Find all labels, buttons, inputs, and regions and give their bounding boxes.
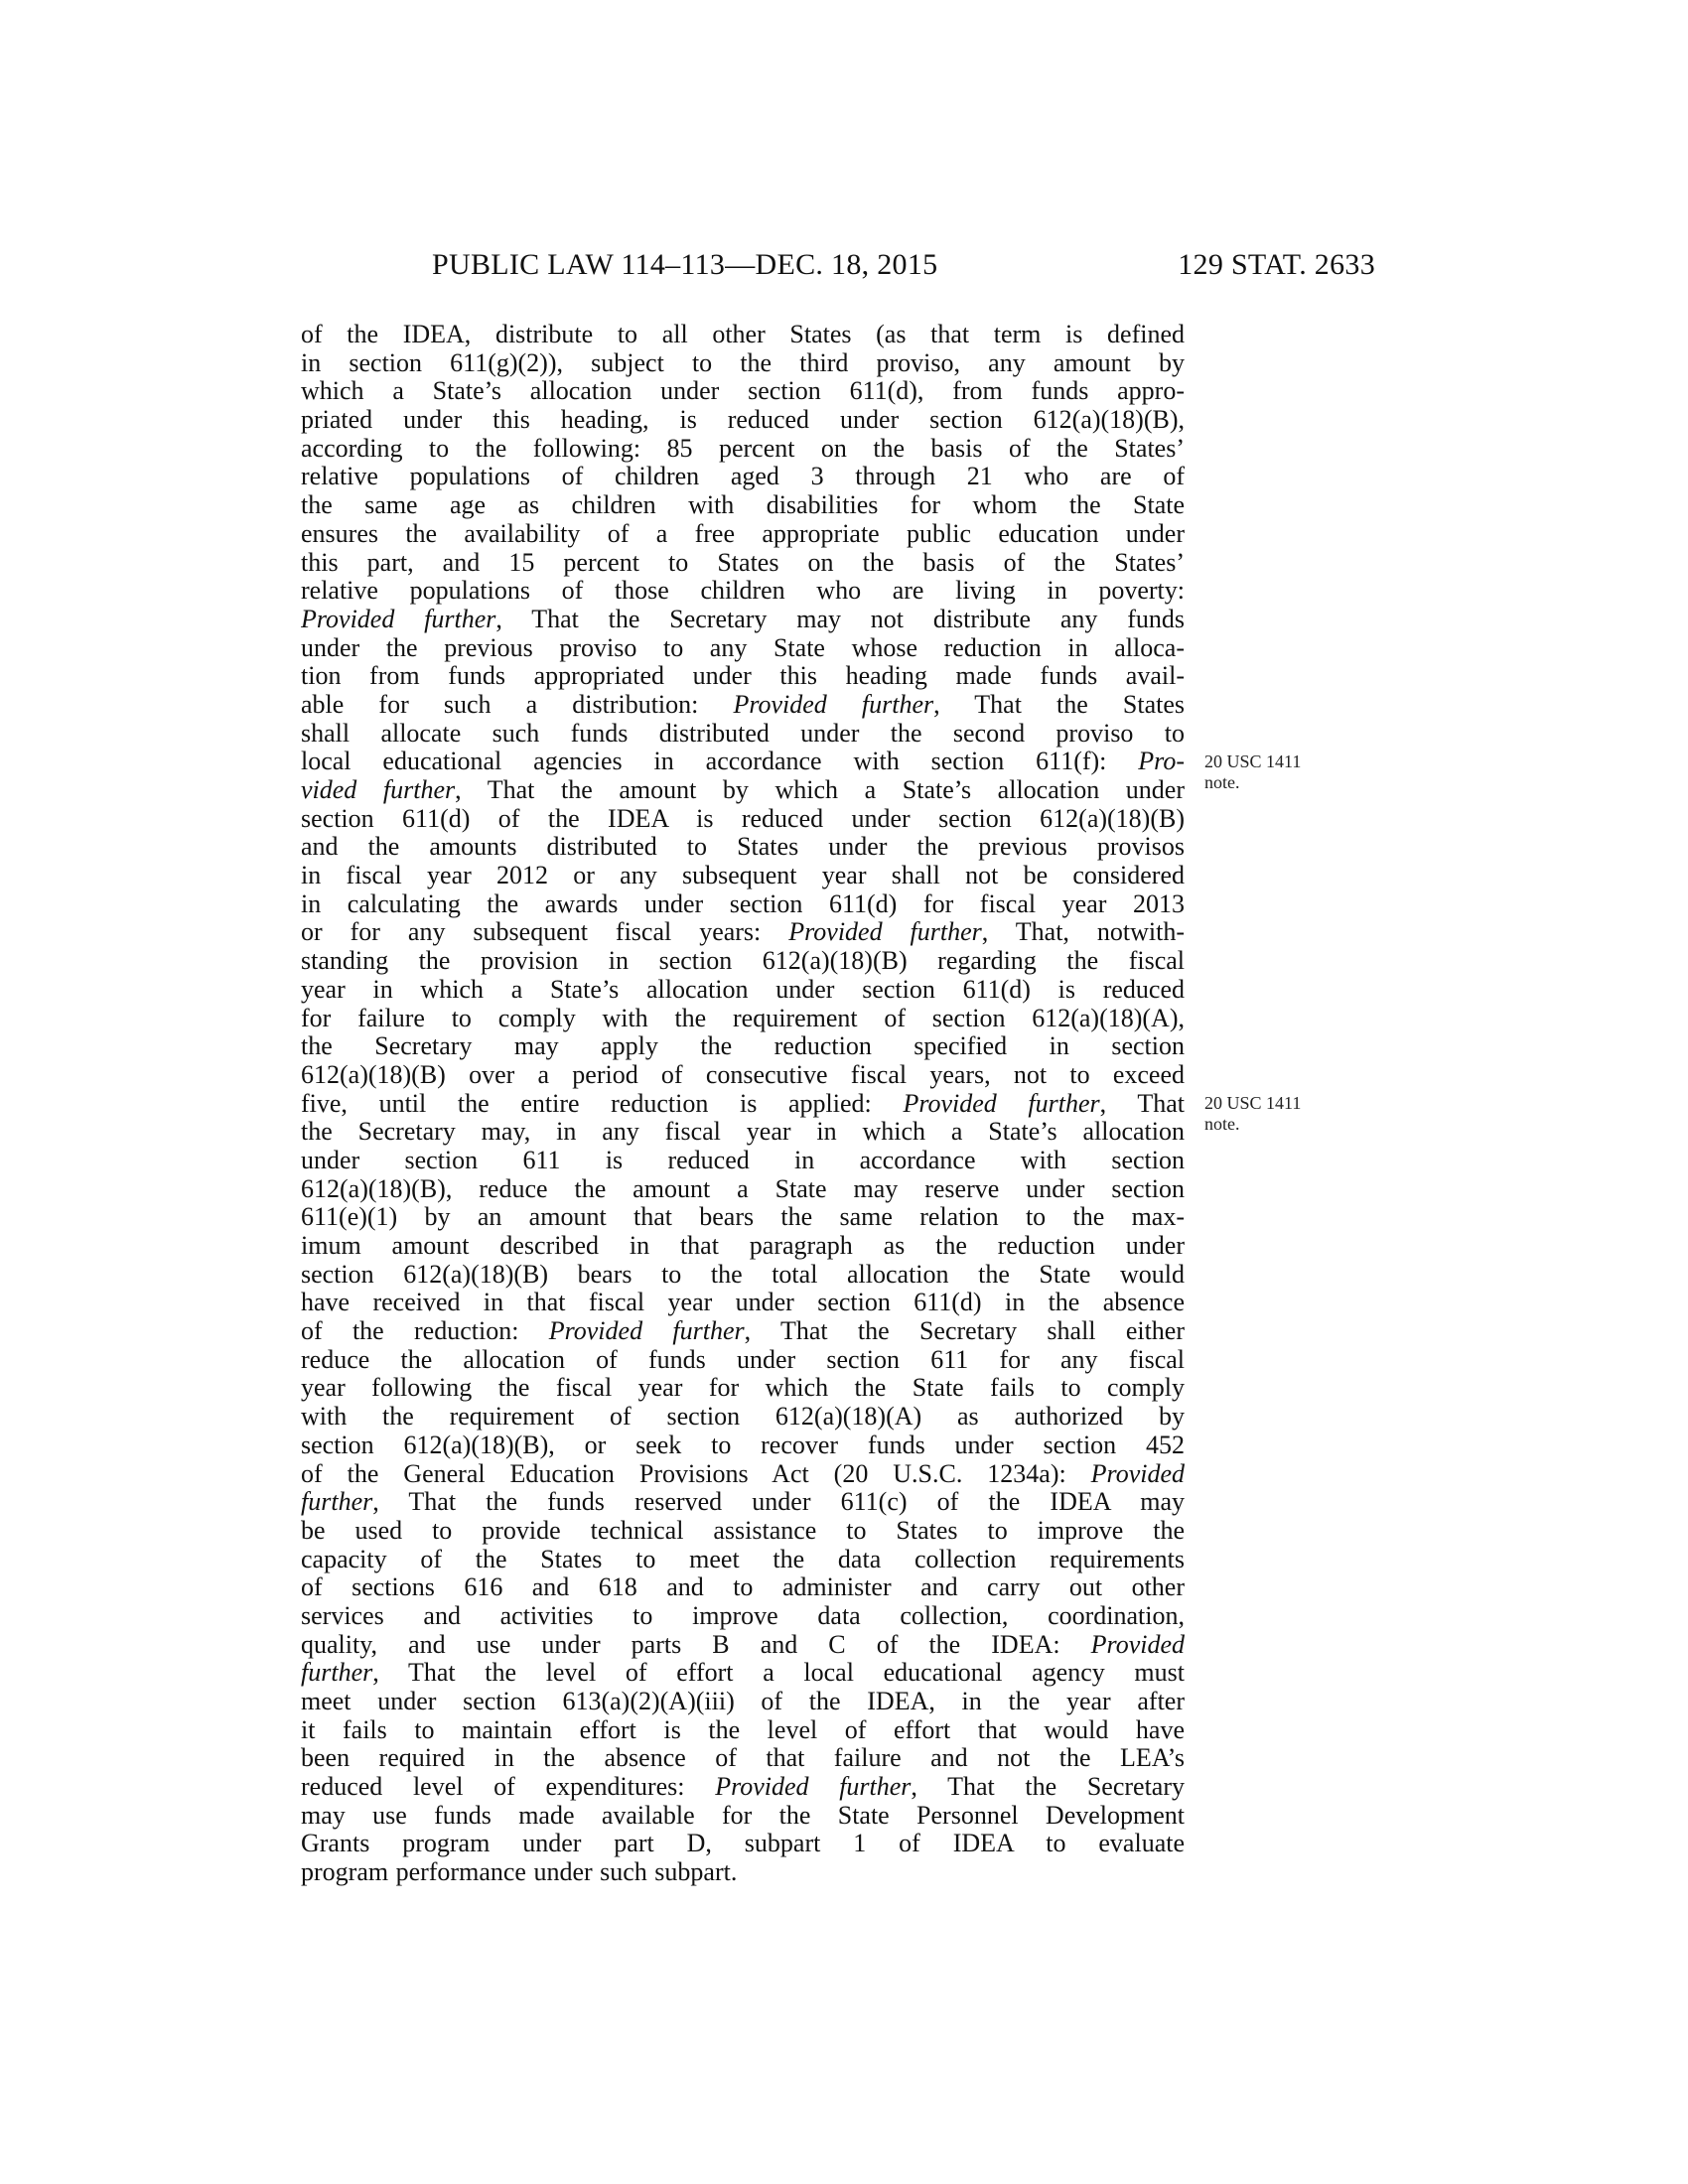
line-text: quality, and use under parts B and C of the IDEA: <box>301 1630 1091 1659</box>
italic-proviso-text: vided further <box>301 776 456 804</box>
text-line <box>301 520 1185 549</box>
statute-body-text <box>301 321 1185 1887</box>
line-text: under section 611 is reduced in accordance with section <box>301 1146 1185 1174</box>
text-line <box>301 1830 1185 1858</box>
text-line <box>301 1203 1185 1232</box>
line-text: it fails to maintain effort is the level of effort that would have <box>301 1715 1185 1744</box>
line-text: 612(a)(18)(B) over a period of consecutive fiscal years, not to exceed <box>301 1060 1185 1089</box>
line-text: of the IDEA, distribute to all other States (as that term is defined <box>301 321 1185 348</box>
text-line <box>301 1147 1185 1175</box>
text-line <box>301 1432 1185 1460</box>
text-line <box>301 634 1185 663</box>
margin-note-label: note. <box>1204 772 1240 792</box>
line-text: , That the funds reserved under 611(c) of the IDEA may <box>372 1488 1185 1517</box>
line-text: able for such a distribution: <box>301 690 734 719</box>
text-line <box>301 890 1185 919</box>
line-text: , That the Secretary may not distribute any funds <box>495 605 1185 633</box>
line-text: meet under section 613(a)(2)(A)(iii) of the IDEA, in the year after <box>301 1688 1185 1715</box>
text-line <box>301 947 1185 976</box>
line-text: section 612(a)(18)(B), or seek to recover funds under section 452 <box>301 1431 1185 1459</box>
margin-note-usc <box>1204 1093 1343 1135</box>
line-text: capacity of the States to meet the data collection requirements <box>301 1545 1185 1573</box>
line-text: imum amount described in that paragraph as the reduction under <box>301 1232 1185 1260</box>
text-line <box>301 1858 1185 1887</box>
text-line <box>301 1517 1185 1546</box>
italic-proviso-text: further <box>301 1659 373 1688</box>
line-text: program performance under such subpart. <box>301 1858 738 1887</box>
line-text: priated under this heading, is reduced under section 612(a)(18)(B), <box>301 406 1185 435</box>
text-line <box>301 748 1185 776</box>
text-line <box>301 1032 1185 1061</box>
text-line <box>301 1546 1185 1574</box>
text-line <box>301 1232 1185 1261</box>
text-line <box>301 1090 1185 1119</box>
text-line <box>301 1631 1185 1660</box>
line-text: in section 611(g)(2)), subject to the third proviso, any amount by <box>301 348 1185 377</box>
page-header-title: PUBLIC LAW 114–113—DEC. 18, 2015 <box>432 248 938 281</box>
line-text: services and activities to improve data collection, coordination, <box>301 1601 1185 1630</box>
text-line <box>301 1688 1185 1716</box>
italic-proviso-text: Pro- <box>1138 748 1185 776</box>
margin-note-citation: 20 USC 1411 <box>1204 751 1302 771</box>
line-text: the Secretary may apply the reduction specified in section <box>301 1032 1185 1061</box>
line-text: with the requirement of section 612(a)(18)(A) as authorized by <box>301 1403 1185 1432</box>
line-text: in calculating the awards under section 611(d) for fiscal year 2013 <box>301 889 1185 918</box>
text-line <box>301 1573 1185 1602</box>
line-text: 612(a)(18)(B), reduce the amount a State may reserve under section <box>301 1174 1185 1203</box>
text-line <box>301 1460 1185 1489</box>
line-text: , That the States <box>933 690 1185 719</box>
italic-proviso-text: Provided further <box>548 1317 745 1346</box>
line-text: have received in that fiscal year under section 611(d) in the absence <box>301 1289 1185 1317</box>
line-text: according to the following: 85 percent on the basis of the States’ <box>301 434 1185 463</box>
text-line <box>301 606 1185 634</box>
line-text: local educational agencies in accordance with section 611(f): <box>301 748 1139 776</box>
line-text: which a State’s allocation under section 611(d), from funds appro- <box>301 377 1185 406</box>
italic-proviso-text: Provided further <box>788 918 982 947</box>
line-text: relative populations of those children who are living in poverty: <box>301 577 1185 606</box>
line-text: of the General Education Provisions Act (20 U.S.C. 1234a): <box>301 1459 1091 1488</box>
text-line <box>301 1005 1185 1033</box>
text-line <box>301 1744 1185 1773</box>
text-line <box>301 1488 1185 1517</box>
line-text: reduced level of expenditures: <box>301 1773 716 1802</box>
text-line <box>301 1802 1185 1831</box>
line-text: been required in the absence of that failure and not the LEA’s <box>301 1744 1185 1773</box>
text-line <box>301 833 1185 862</box>
line-text: of sections 616 and 618 and to administer and carry out other <box>301 1573 1185 1602</box>
page-number: 129 STAT. 2633 <box>1178 248 1375 281</box>
text-line <box>301 463 1185 491</box>
text-line <box>301 549 1185 578</box>
italic-proviso-text: Provided further <box>903 1089 1100 1118</box>
line-text: Grants program under part D, subpart 1 of IDEA to evaluate <box>301 1830 1185 1858</box>
text-line <box>301 1261 1185 1290</box>
margin-note-usc <box>1204 751 1343 793</box>
italic-proviso-text: Provided further <box>733 690 934 719</box>
text-line <box>301 1118 1185 1147</box>
text-line <box>301 1716 1185 1745</box>
line-text: section 612(a)(18)(B) bears to the total allocation the State would <box>301 1260 1185 1289</box>
line-text: reduce the allocation of funds under section 611 for any fiscal <box>301 1345 1185 1374</box>
line-text: section 611(d) of the IDEA is reduced under section 612(a)(18)(B) <box>301 804 1185 833</box>
line-text: may use funds made available for the State Personnel Development <box>301 1801 1185 1830</box>
line-text: under the previous proviso to any State whose reduction in alloca- <box>301 633 1185 662</box>
text-line <box>301 435 1185 464</box>
line-text: and the amounts distributed to States under the previous provisos <box>301 833 1185 862</box>
line-text: tion from funds appropriated under this heading made funds avail- <box>301 662 1185 691</box>
text-line <box>301 491 1185 520</box>
line-text: of the reduction: <box>301 1317 549 1346</box>
text-line <box>301 662 1185 691</box>
text-line <box>301 406 1185 435</box>
text-line <box>301 1317 1185 1346</box>
text-line <box>301 1403 1185 1432</box>
line-text: , That <box>1099 1089 1185 1118</box>
text-line <box>301 918 1185 947</box>
line-text: standing the provision in section 612(a)(18)(B) regarding the fiscal <box>301 947 1185 976</box>
italic-proviso-text: Provided further <box>301 605 496 633</box>
line-text: or for any subsequent fiscal years: <box>301 918 789 947</box>
line-text: in fiscal year 2012 or any subsequent year shall not be considered <box>301 862 1185 890</box>
line-text: the Secretary may, in any fiscal year in which a State’s allocation <box>301 1118 1185 1147</box>
text-line <box>301 1289 1185 1317</box>
italic-proviso-text: Provided <box>1090 1630 1185 1659</box>
text-line <box>301 577 1185 606</box>
text-line <box>301 776 1185 805</box>
text-line <box>301 976 1185 1005</box>
text-line <box>301 1175 1185 1204</box>
text-line <box>301 321 1185 349</box>
text-line <box>301 1061 1185 1090</box>
text-line <box>301 377 1185 406</box>
line-text: ensures the availability of a free appropriate public education under <box>301 519 1185 548</box>
text-line <box>301 1346 1185 1375</box>
italic-proviso-text: Provided further <box>715 1773 912 1802</box>
text-line <box>301 691 1185 720</box>
text-line <box>301 862 1185 890</box>
text-line <box>301 1659 1185 1688</box>
text-line <box>301 1602 1185 1631</box>
line-text: 611(e)(1) by an amount that bears the same relation to the max- <box>301 1203 1185 1232</box>
line-text: the same age as children with disabilities for whom the State <box>301 491 1185 520</box>
text-line <box>301 1374 1185 1403</box>
line-text: relative populations of children aged 3 through 21 who are of <box>301 463 1185 491</box>
text-line <box>301 720 1185 749</box>
line-text: , That the level of effort a local educational agency must <box>372 1659 1185 1688</box>
line-text: , That the Secretary shall either <box>744 1317 1185 1346</box>
margin-note-label: note. <box>1204 1114 1240 1134</box>
line-text: year in which a State’s allocation under section 611(d) is reduced <box>301 975 1185 1004</box>
line-text: shall allocate such funds distributed under the second proviso to <box>301 719 1185 748</box>
line-text: , That the Secretary <box>911 1773 1185 1802</box>
italic-proviso-text: further <box>301 1488 373 1517</box>
text-line <box>301 1773 1185 1802</box>
line-text: five, until the entire reduction is applied: <box>301 1089 904 1118</box>
text-line <box>301 349 1185 378</box>
text-line <box>301 805 1185 834</box>
line-text: , That the amount by which a State’s allocation under <box>455 776 1185 804</box>
line-text: year following the fiscal year for which the State fails to comply <box>301 1374 1185 1403</box>
line-text: this part, and 15 percent to States on the basis of the States’ <box>301 548 1185 577</box>
line-text: for failure to comply with the requirement of section 612(a)(18)(A), <box>301 1004 1185 1032</box>
margin-note-citation: 20 USC 1411 <box>1204 1093 1302 1113</box>
line-text: be used to provide technical assistance to States to improve the <box>301 1516 1185 1545</box>
line-text: , That, notwith- <box>981 918 1185 947</box>
running-head <box>432 248 1375 288</box>
italic-proviso-text: Provided <box>1090 1459 1185 1488</box>
